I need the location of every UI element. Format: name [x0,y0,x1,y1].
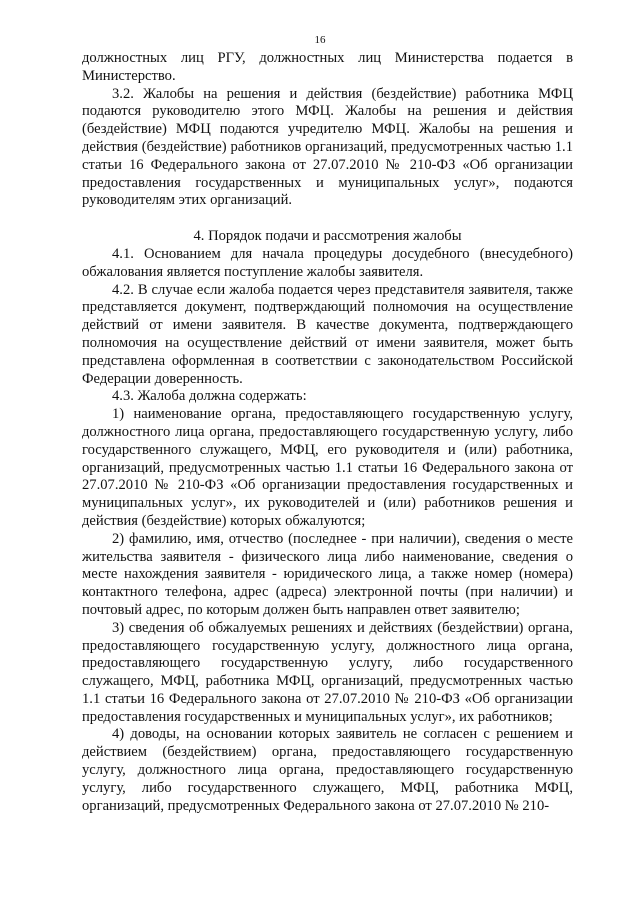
intro-paragraph: должностных лиц РГУ, должностных лиц Министерства подается в Министерство. [82,50,573,84]
paragraph-3-2: 3.2. Жалобы на решения и действия (бездействие) работника МФЦ подаются руководителю этого МФЦ. Жалобы на решения и действия (бездействие) МФЦ подаются учредителю МФЦ. Жалобы на решения и действия (бездействие) работников организаций, предусмотренных частью 1.1 статьи 16 Федерального закона от 27.07.2010 № 210-ФЗ «Об организации предоставления государственных и муниципальных услуг», подаются руководителям этих организаций. [82,85,573,209]
paragraph-4-3: 4.3. Жалоба должна содержать: [112,388,307,405]
paragraph-4-2: 4.2. В случае если жалоба подается через представителя заявителя, также представляется документ, подтверждающий полномочия на осуществление действий от имени заявителя. В качестве документа, подтверждающего полномочия на осуществление действий от имени заявителя, может быть представлена оформленная в соответствии с законодательством Российской Федерации доверенность. [82,281,573,387]
section-4-heading: 4. Порядок подачи и рассмотрения жалобы [193,228,462,245]
list-item-4: 4) доводы, на основании которых заявитель не согласен с решением и действием (бездействием) органа, предоставляющего государственную услугу, должностного лица органа, предоставляющего государственную услугу, либо государственного служащего, МФЦ, работника МФЦ, организаций, предусмотренных Федерального закона от 27.07.2010 № 210- [82,726,573,814]
list-item-2: 2) фамилию, имя, отчество (последнее - при наличии), сведения о месте жительства заявителя - физического лица либо наименование, сведения о месте нахождения заявителя - юридического лица, а также номер (номера) контактного телефона, адрес (адреса) электронной почты (при наличии) и почтовый адрес, по которым должен быть направлен ответ заявителю; [82,530,573,618]
document-body [82,50,573,815]
list-item-1: 1) наименование органа, предоставляющего государственную услугу, должностного лица органа, предоставляющего государственную услугу, либо государственного служащего, МФЦ, его руководителя и (или) работника, организаций, предусмотренных частью 1.1 статьи 16 Федерального закона от 27.07.2010 № 210-ФЗ «Об организации предоставления государственных и муниципальных услуг», их руководителей и (или) работников решения и действия (бездействие) которых обжалуются; [82,406,573,529]
paragraph-4-1: 4.1. Основанием для начала процедуры досудебного (внесудебного) обжалования является поступление жалобы заявителя. [82,245,573,280]
page-number: 16 [314,34,326,46]
list-item-3: 3) сведения об обжалуемых решениях и действиях (бездействии) органа, предоставляющего государственную услугу, должностного лица органа, предоставляющего государственную услугу, либо государственного служащего, МФЦ, работника МФЦ, организаций, предусмотренных частью 1.1 статьи 16 Федерального закона от 27.07.2010 № 210-ФЗ «Об организации предоставления государственных и муниципальных услуг», их работников; [82,619,573,725]
